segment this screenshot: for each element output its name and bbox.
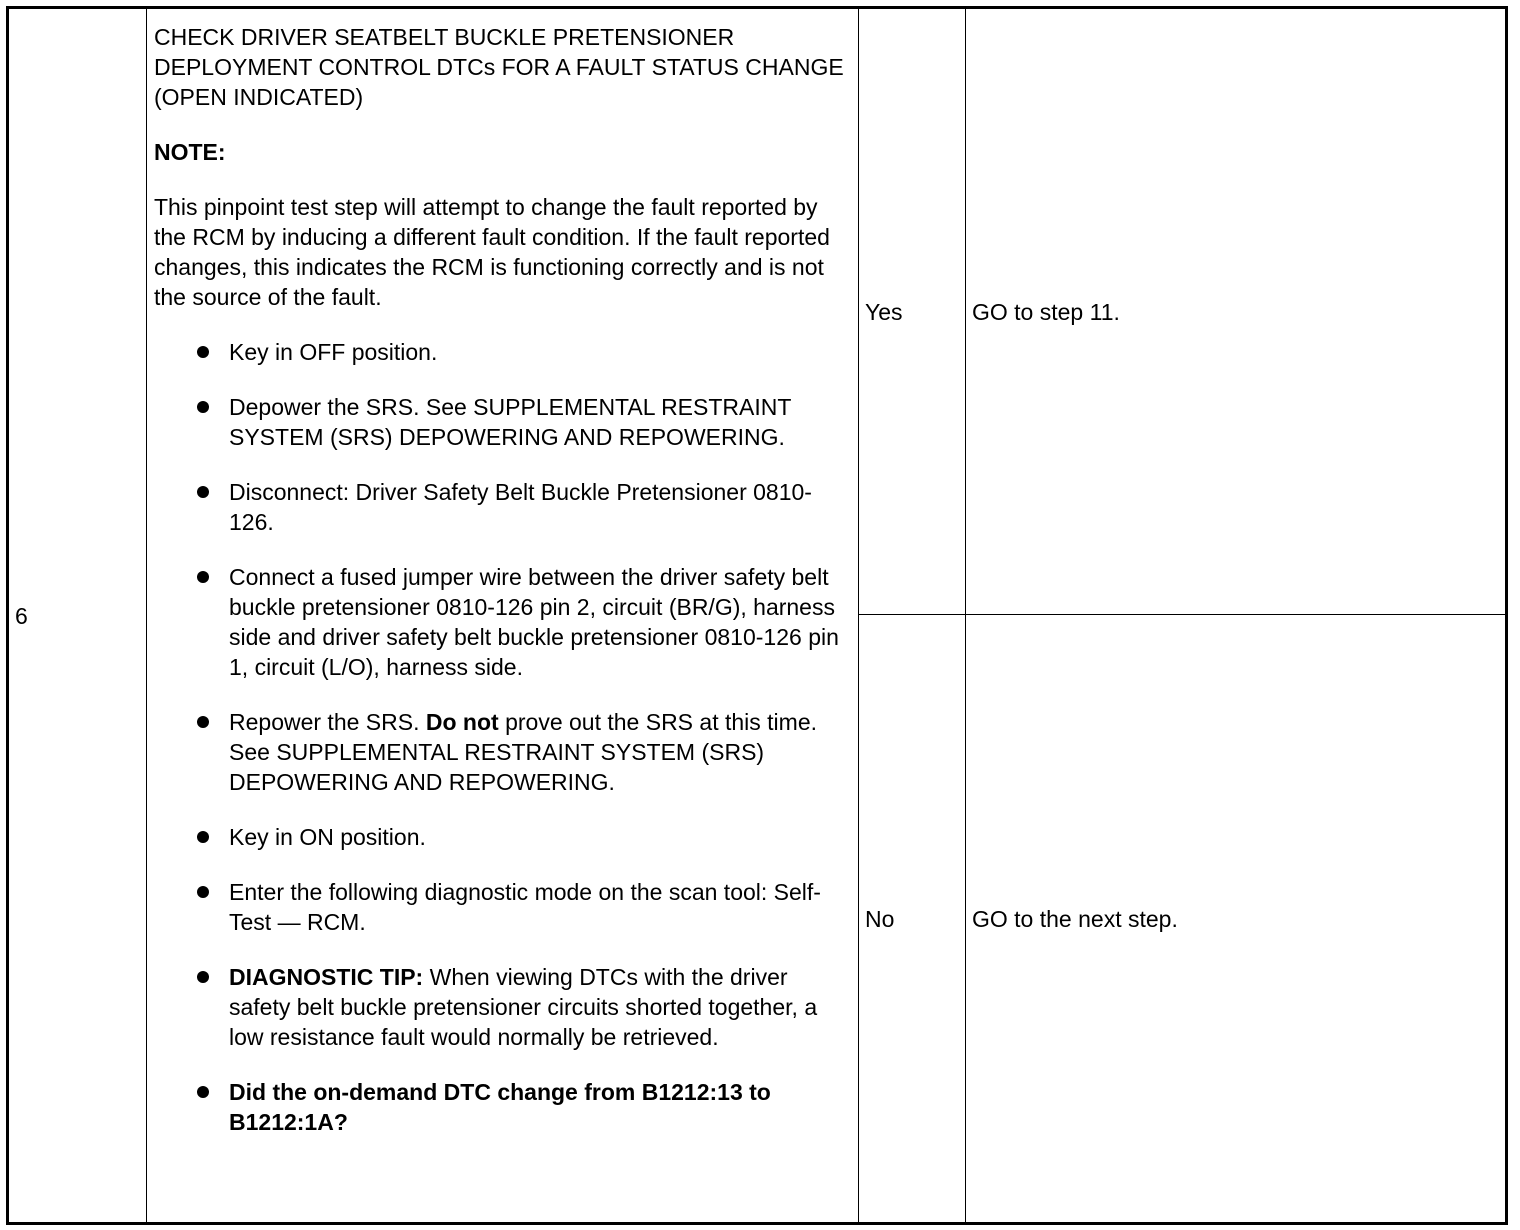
action-no-cell [966, 615, 1507, 1224]
procedure-step [154, 477, 846, 537]
procedure-step [154, 562, 846, 682]
procedure-step [154, 877, 846, 937]
bullet-icon [197, 346, 209, 358]
step-text-pre: Repower the SRS. [229, 709, 426, 735]
step-number: 6 [15, 602, 28, 629]
procedure-step [154, 392, 846, 452]
diagnostic-tip-label: DIAGNOSTIC TIP: [229, 964, 424, 990]
step-text: Connect a fused jumper wire between the driver safety belt buckle pretensioner 0810-126 pin 2, circuit (BR/G), harness side and driver safety belt buckle pretensioner 0810-126 pin 1, circuit (L/O), harness side. [229, 564, 839, 680]
step-text: Key in ON position. [229, 824, 426, 850]
procedure-steps [154, 337, 846, 1137]
procedure-step [154, 962, 846, 1052]
bullet-icon [197, 716, 209, 728]
step-number-cell [8, 8, 147, 1224]
bullet-icon [197, 401, 209, 413]
note-text: This pinpoint test step will attempt to change the fault reported by the RCM by inducing a different fault condition. If the fault reported changes, this indicates the RCM is functioning correctly and is not the source of the fault. [154, 194, 830, 310]
procedure-step [154, 1077, 846, 1137]
result-yes-cell [859, 8, 966, 615]
bullet-icon [197, 486, 209, 498]
bullet-icon [197, 886, 209, 898]
step-text: Disconnect: Driver Safety Belt Buckle Pretensioner 0810-126. [229, 479, 812, 535]
bullet-icon [197, 571, 209, 583]
action-yes: GO to step 11. [972, 298, 1120, 325]
action-cell [147, 8, 859, 1224]
pinpoint-test-table [6, 6, 1508, 1225]
bullet-icon [197, 971, 209, 983]
step-question: Did the on-demand DTC change from B1212:13 to B1212:1A? [229, 1079, 771, 1135]
procedure-step [154, 707, 846, 797]
step-heading: CHECK DRIVER SEATBELT BUCKLE PRETENSIONER DEPLOYMENT CONTROL DTCs FOR A FAULT STATUS CHANGE (OPEN INDICATED) [154, 24, 844, 110]
result-no-cell [859, 615, 966, 1224]
action-no: GO to the next step. [972, 905, 1178, 932]
step-text: Key in OFF position. [229, 339, 438, 365]
bullet-icon [197, 831, 209, 843]
result-no: No [865, 905, 895, 932]
result-yes: Yes [865, 298, 903, 325]
action-yes-cell [966, 8, 1507, 615]
step-text: Enter the following diagnostic mode on the scan tool: Self-Test — RCM. [229, 879, 821, 935]
step-text: Depower the SRS. See SUPPLEMENTAL RESTRAINT SYSTEM (SRS) DEPOWERING AND REPOWERING. [229, 394, 791, 450]
note-label: NOTE: [154, 139, 226, 165]
diagnostic-tip-text: When viewing DTCs with the driver safety belt buckle pretensioner circuits shorted together, a low resistance fault would normally be retrieved. [229, 964, 818, 1050]
procedure-step [154, 337, 846, 367]
procedure-step [154, 822, 846, 852]
step-text-emphasis: Do not [425, 709, 499, 735]
step-text-post: prove out the SRS at this time. See SUPPLEMENTAL RESTRAINT SYSTEM (SRS) DEPOWERING AND REPOWERING. [229, 709, 818, 795]
bullet-icon [197, 1086, 209, 1098]
